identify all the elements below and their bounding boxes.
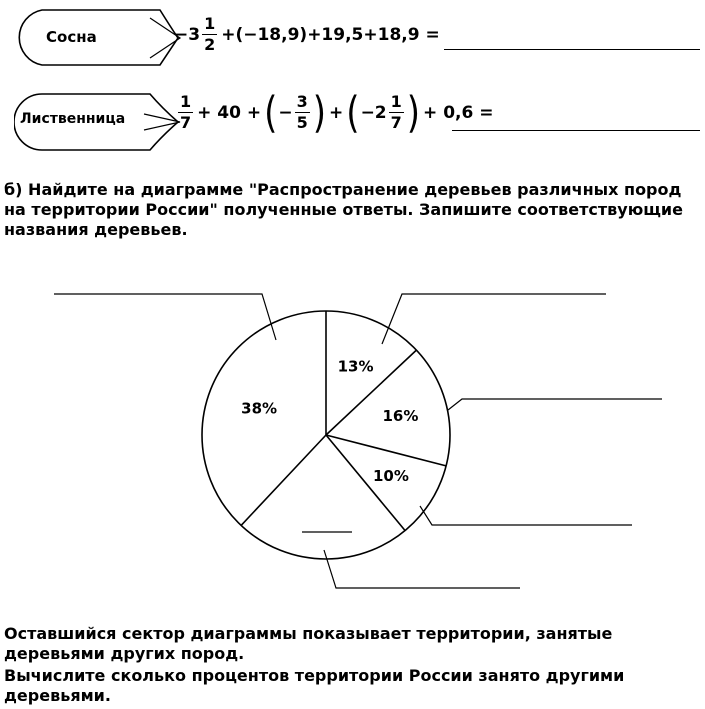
pie-slice-label: 10% [372, 467, 409, 486]
answer-line-sosna[interactable] [444, 49, 700, 50]
leader-line-16 [448, 399, 662, 410]
expr-part: + 0,6 = [423, 102, 494, 123]
fraction-numerator: 1 [180, 92, 192, 111]
left-paren: ( [346, 87, 360, 138]
right-paren: ) [406, 87, 421, 138]
fraction-denominator: 7 [390, 113, 402, 132]
right-paren: ) [312, 87, 327, 138]
leader-line-38 [54, 294, 276, 340]
fraction-numerator: 1 [204, 14, 216, 33]
leader-line-10 [420, 506, 632, 525]
expression-listvennitsa [176, 87, 494, 138]
answer-line-listvennitsa[interactable] [452, 130, 700, 131]
expr-part: +(−18,9)+19,5+18,9 = [221, 24, 440, 45]
pie-slices [202, 311, 450, 559]
fraction-numerator: 1 [390, 92, 402, 111]
task-row-listvennitsa [0, 84, 705, 164]
fraction-denominator: 5 [296, 113, 308, 132]
fraction [295, 94, 310, 131]
expr-part: −3 [174, 24, 201, 45]
pie-chart [0, 280, 705, 610]
fraction-denominator: 7 [180, 113, 192, 132]
task-row-sosna [0, 0, 705, 80]
calculate-text: Вычислите сколько процентов территории России занято другими деревьями. [4, 666, 625, 705]
leader-line-13 [382, 294, 606, 344]
remaining-sector-text: Оставшийся сектор диаграммы показывает территории, занятые деревьями других пород. [4, 624, 613, 663]
pie-slice-label: 13% [337, 357, 374, 376]
pie-slice-label: 38% [241, 399, 278, 418]
pie-slice-label: 16% [382, 406, 419, 425]
expr-part: − [278, 102, 293, 123]
fraction [389, 94, 404, 131]
expr-part: −2 [360, 102, 387, 123]
fraction-denominator: 2 [204, 35, 216, 54]
leaf-label-listvennitsa: Лиственница [20, 111, 126, 127]
instruction-b: б) Найдите на диаграмме "Распространение деревьев различных пород на территории России" полученные ответы. Запишите соответствующие названия деревьев. [4, 180, 683, 239]
fraction [202, 16, 217, 53]
leaf-label-sosna: Сосна [46, 28, 97, 46]
left-paren: ( [264, 87, 278, 138]
leaf-shape-sosna-icon [14, 6, 194, 76]
fraction-numerator: 3 [296, 92, 308, 111]
expr-part: + 40 + [197, 102, 262, 123]
fraction [178, 94, 193, 131]
expression-sosna [174, 16, 440, 53]
expr-part: + [329, 102, 344, 123]
